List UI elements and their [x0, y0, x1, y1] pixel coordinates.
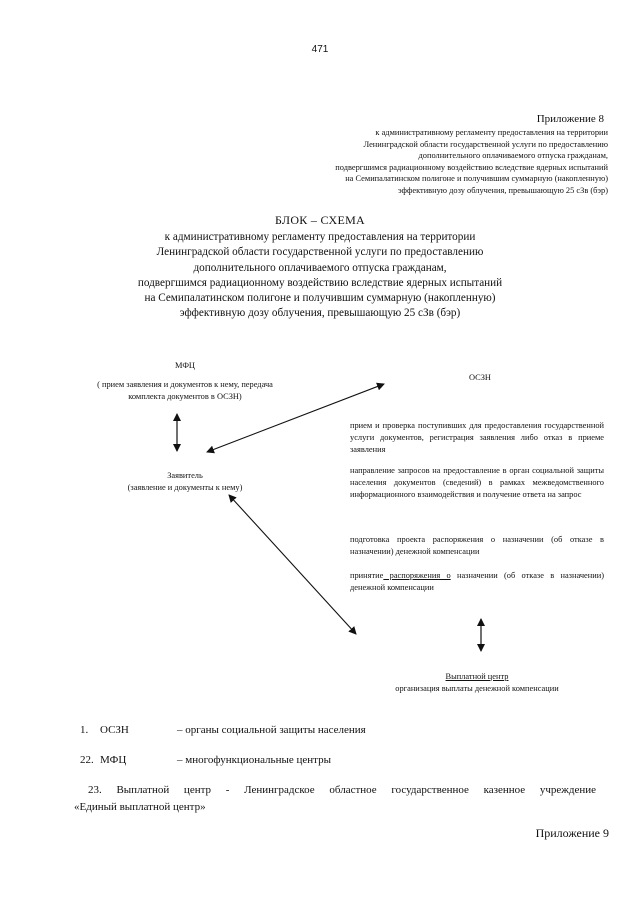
appendix-line: на Семипалатинском полигоне и получившим суммарную (накопленную): [345, 174, 608, 184]
subtitle-line: эффективную дозу облучения, превышающую 25 сЗв (бэр): [179, 307, 461, 320]
legend-num: 1.: [80, 724, 89, 736]
payout-center-desc: организация выплаты денежной компенсации: [395, 684, 559, 693]
arrow-applicant-ozsn: [207, 384, 384, 452]
subtitle-line: дополнительного оплачиваемого отпуска гражданам,: [193, 261, 447, 274]
step4-part3: назначении (об отказе в назначении) денежной компенсации: [350, 571, 604, 592]
next-appendix-title: Приложение 9: [535, 826, 609, 840]
mfc-desc-line: комплекта документов в ОСЗН): [128, 391, 242, 401]
legend-def: – органы социальной защиты населения: [177, 724, 366, 736]
ozsn-step-3: подготовка проекта распоряжения о назначении (об отказе в назначении) денежной компенсации: [350, 535, 604, 556]
appendix-title: Приложение 8: [536, 113, 604, 125]
appendix-line: подвергшимся радиационному воздействию вследствие ядерных испытаний: [335, 162, 608, 172]
appendix-line: Ленинградской области государственной услуги по предоставлению: [363, 139, 608, 149]
ozsn-node-title: ОСЗН: [469, 373, 491, 382]
legend-num: 23.: [88, 784, 102, 796]
subtitle-line: подвергшимся радиационному воздействию вследствие ядерных испытаний: [137, 276, 503, 289]
appendix-line: к административному регламенту предоставления на территории: [375, 128, 608, 137]
step4-part2: распоряжения о: [383, 571, 451, 580]
payout-center-title: Выплатной центр: [445, 672, 509, 681]
mfc-node-title: МФЦ: [174, 361, 195, 370]
subtitle-line: на Семипалатинском полигоне и получившим суммарную (накопленную): [144, 292, 496, 305]
appendix-line: эффективную дозу облучения, превышающую 25 сЗв (бэр): [398, 185, 608, 195]
legend-item-payout: [88, 784, 596, 796]
arrow-applicant-payout: [229, 495, 356, 634]
block-scheme-title: БЛОК – СХЕМА: [274, 213, 366, 227]
ozsn-step-1: прием и проверка поступивших для предоставления государственной услуги документов, регистрация заявления либо отказ в приеме заявления: [350, 421, 604, 454]
mfc-desc-line: ( прием заявления и документов к нему, передача: [97, 380, 273, 389]
legend-abbr: ОСЗН: [100, 724, 129, 736]
legend-item-payout-cont: «Единый выплатной центр»: [74, 801, 206, 813]
ozsn-step-2: направление запросов на предоставление в орган социальной защиты населения документов (сведений) в рамках межведомственного информационного взаимодействия и получение ответа на запрос: [350, 466, 604, 499]
subtitle-line: к административному регламенту предоставления на территории: [164, 231, 476, 243]
appendix-line: дополнительного оплачиваемого отпуска гражданам,: [418, 151, 608, 161]
step4-part1: принятие: [350, 571, 384, 580]
page-number: 471: [311, 44, 329, 55]
applicant-title: Заявитель: [167, 471, 203, 480]
subtitle-line: Ленинградской области государственной услуги по предоставлению: [156, 246, 484, 259]
legend-line: Выплатной центр - Ленинградское областное государственное казенное учреждение: [116, 784, 597, 796]
applicant-desc: (заявление и документы к нему): [127, 482, 243, 492]
legend-def: – многофункциональные центры: [177, 754, 331, 766]
legend-abbr: МФЦ: [100, 754, 127, 766]
legend-num: 22.: [80, 754, 94, 766]
